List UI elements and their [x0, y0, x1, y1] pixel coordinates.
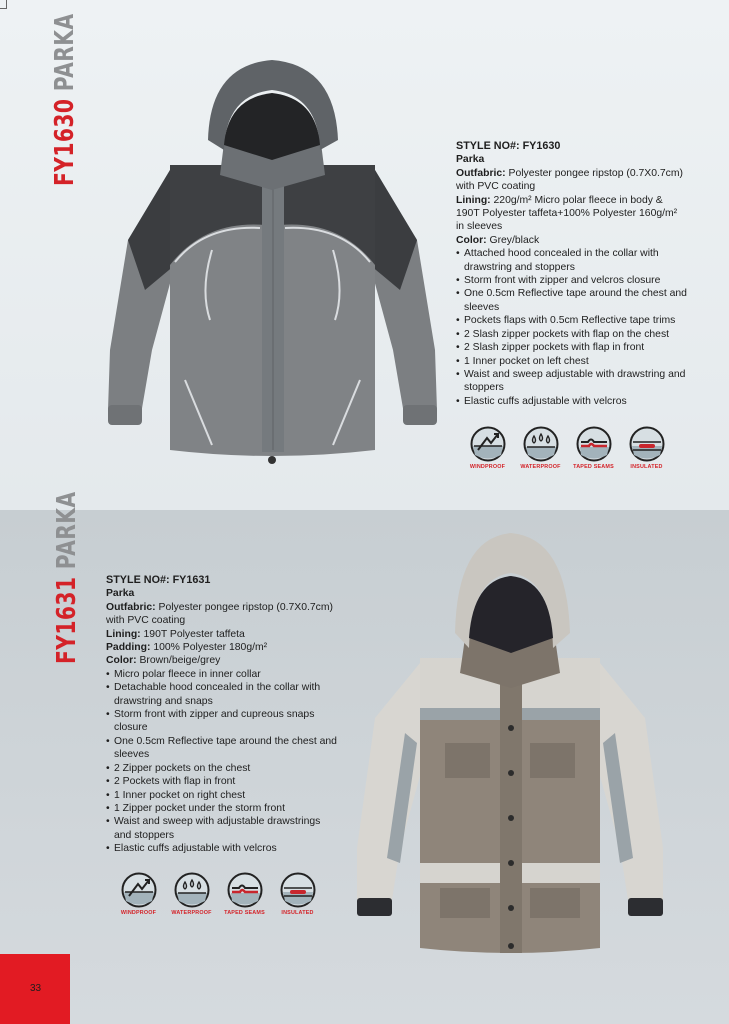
- insulated-badge: [620, 426, 673, 470]
- waterproof-badge: [514, 426, 567, 470]
- icon-caption: WATERPROOF: [520, 464, 561, 470]
- insulated-icon: [280, 872, 316, 908]
- product-type: Parka: [456, 154, 485, 166]
- product-word: PARKA: [50, 13, 80, 92]
- spec-lining: [456, 194, 688, 234]
- spec-lining: [106, 628, 338, 641]
- spec-label: Outfabric:: [456, 167, 506, 179]
- product-word: PARKA: [52, 491, 82, 570]
- spec-value: Grey/black: [486, 234, 540, 246]
- product-code: FY1630: [50, 98, 80, 186]
- feature-item: • Elastic cuffs adjustable with velcros: [456, 395, 688, 408]
- icon-caption: TAPED SEAMS: [224, 910, 265, 916]
- spec-value: Polyester pongee ripstop (0.7X0.7cm) with PVC coating: [456, 167, 683, 193]
- spec-label: Padding:: [106, 642, 151, 654]
- spec-color: [106, 654, 338, 667]
- feature-item: • 2 Pockets with flap in front: [106, 775, 338, 788]
- feature-item: • Detachable hood concealed in the collar with drawstring and snaps: [106, 681, 338, 708]
- icon-caption: INSULATED: [281, 910, 314, 916]
- spec-outfabric: [456, 167, 688, 194]
- spec-block-fy1630: [456, 140, 688, 408]
- icon-caption: WINDPROOF: [469, 464, 506, 470]
- feature-list: [456, 247, 688, 408]
- jacket-image-fy1631: [345, 528, 675, 968]
- feature-item: • Attached hood concealed in the collar with drawstring and stoppers: [456, 247, 688, 274]
- product-code: FY1631: [52, 576, 82, 664]
- spec-label: Lining:: [456, 194, 491, 206]
- feature-list: [106, 668, 338, 856]
- windproof-badge: [112, 872, 165, 916]
- windproof-icon: [470, 426, 506, 462]
- waterproof-badge: [165, 872, 218, 916]
- icon-caption: WINDPROOF: [120, 910, 157, 916]
- feature-item: • 1 Inner pocket on left chest: [456, 355, 688, 368]
- vertical-product-title: [50, 14, 80, 186]
- feature-item: • One 0.5cm Reflective tape around the chest and sleeves: [456, 287, 688, 314]
- feature-item: • Storm front with zipper and velcros closure: [456, 274, 688, 287]
- spec-label: Color:: [106, 655, 137, 667]
- page-number: 33: [30, 983, 42, 994]
- taped-seams-badge: [567, 426, 620, 470]
- spec-value: 190T Polyester taffeta: [140, 628, 245, 640]
- spec-outfabric: [106, 601, 338, 628]
- spec-label: Color:: [456, 234, 487, 246]
- feature-item: • Pockets flaps with 0.5cm Reflective tape trims: [456, 314, 688, 327]
- vertical-product-title: [52, 492, 82, 664]
- spec-color: [456, 234, 688, 247]
- feature-item: • 1 Inner pocket on right chest: [106, 789, 338, 802]
- spec-value: Brown/beige/grey: [136, 655, 221, 667]
- feature-item: • 2 Zipper pockets on the chest: [106, 762, 338, 775]
- icon-caption: WATERPROOF: [171, 910, 212, 916]
- taped-seams-badge: [218, 872, 271, 916]
- feature-item: • 1 Zipper pocket under the storm front: [106, 802, 338, 815]
- feature-item: • Micro polar fleece in inner collar: [106, 668, 338, 681]
- feature-item: • 2 Slash zipper pockets with flap on the chest: [456, 328, 688, 341]
- feature-icons-fy1630: [461, 426, 673, 470]
- taped-seams-icon: [576, 426, 612, 462]
- icon-caption: INSULATED: [630, 464, 663, 470]
- windproof-icon: [121, 872, 157, 908]
- feature-item: • Elastic cuffs adjustable with velcros: [106, 842, 338, 855]
- feature-item: • Waist and sweep with adjustable drawstrings and stoppers: [106, 815, 338, 842]
- feature-item: • 2 Slash zipper pockets with flap in front: [456, 341, 688, 354]
- feature-icons-fy1631: [112, 872, 324, 916]
- spec-value: 100% Polyester 180g/m²: [150, 642, 268, 654]
- spec-block-fy1631: [106, 574, 338, 856]
- crop-mark: [0, 8, 7, 9]
- spec-value: 220g/m² Micro polar fleece in body & 190T Polyester taffeta+100% Polyester 160g/m² in sleeves: [456, 194, 678, 233]
- feature-item: • Waist and sweep adjustable with drawstring and stoppers: [456, 368, 688, 395]
- jacket-image-fy1630: [100, 50, 445, 480]
- style-number: STYLE NO#: FY1630: [456, 140, 561, 152]
- taped-seams-icon: [227, 872, 263, 908]
- spec-label: Outfabric:: [106, 601, 156, 613]
- spec-padding: [106, 641, 338, 654]
- icon-caption: TAPED SEAMS: [573, 464, 614, 470]
- waterproof-icon: [523, 426, 559, 462]
- windproof-badge: [461, 426, 514, 470]
- style-number: STYLE NO#: FY1631: [106, 574, 211, 586]
- insulated-icon: [629, 426, 665, 462]
- feature-item: • Storm front with zipper and cupreous snaps closure: [106, 708, 338, 735]
- spec-value: Polyester pongee ripstop (0.7X0.7cm) with PVC coating: [106, 601, 333, 627]
- waterproof-icon: [174, 872, 210, 908]
- spec-label: Lining:: [106, 628, 141, 640]
- feature-item: • One 0.5cm Reflective tape around the chest and sleeves: [106, 735, 338, 762]
- insulated-badge: [271, 872, 324, 916]
- product-type: Parka: [106, 588, 135, 600]
